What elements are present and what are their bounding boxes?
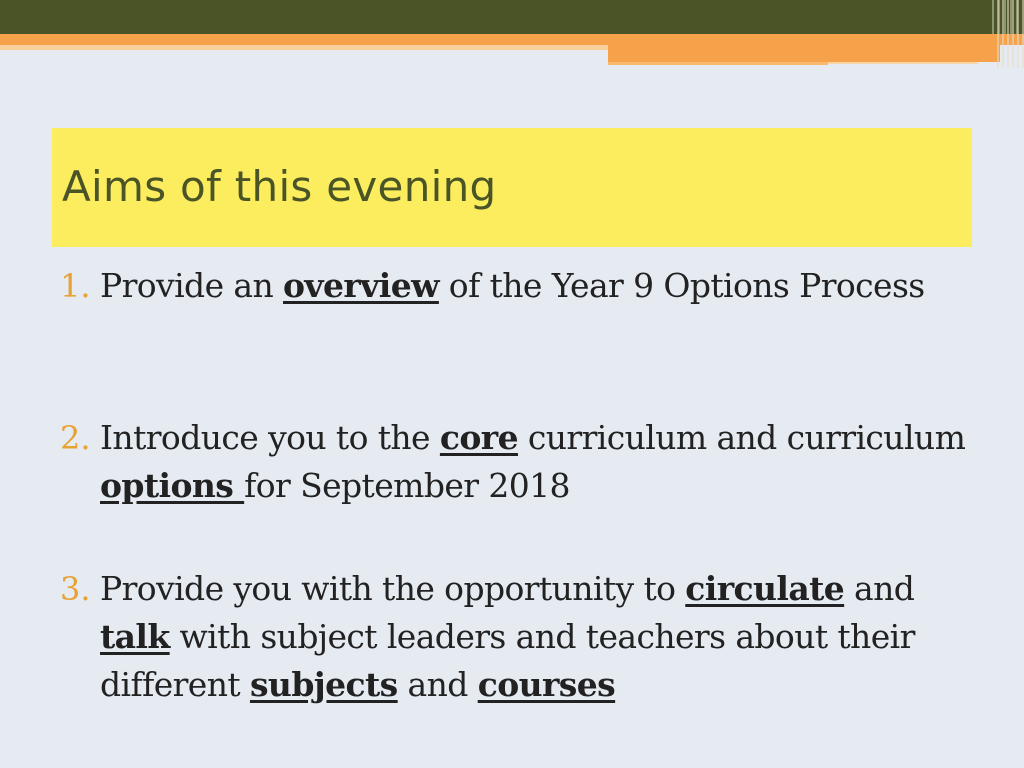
accent-band	[0, 34, 1024, 45]
decorative-stripes	[994, 0, 1024, 68]
list-number: 2.	[60, 419, 91, 457]
list-text: Introduce you to the core curriculum and curriculum options for September 2018	[100, 418, 966, 505]
slide-title: Aims of this evening	[62, 162, 497, 211]
accent-band-light	[0, 45, 608, 50]
emphasis-text: subjects	[249, 665, 398, 704]
list-number: 3.	[60, 570, 91, 608]
list-text: Provide an overview of the Year 9 Options Process	[100, 266, 925, 305]
accent-tab-line	[828, 62, 978, 64]
emphasis-text: core	[439, 418, 518, 457]
emphasis-text: circulate	[685, 569, 845, 608]
emphasis-text: courses	[477, 665, 616, 704]
list-text: Provide you with the opportunity to circulate and talk with subject leaders and teachers about their different subjects and courses	[100, 569, 915, 704]
emphasis-text: overview	[283, 266, 439, 305]
emphasis-text: options	[100, 466, 245, 505]
emphasis-text: talk	[100, 617, 170, 656]
accent-tab-line	[608, 62, 828, 65]
header-bar	[0, 0, 1024, 34]
title-box	[52, 128, 972, 247]
accent-tab	[608, 45, 1000, 62]
list-number: 1.	[60, 267, 91, 305]
